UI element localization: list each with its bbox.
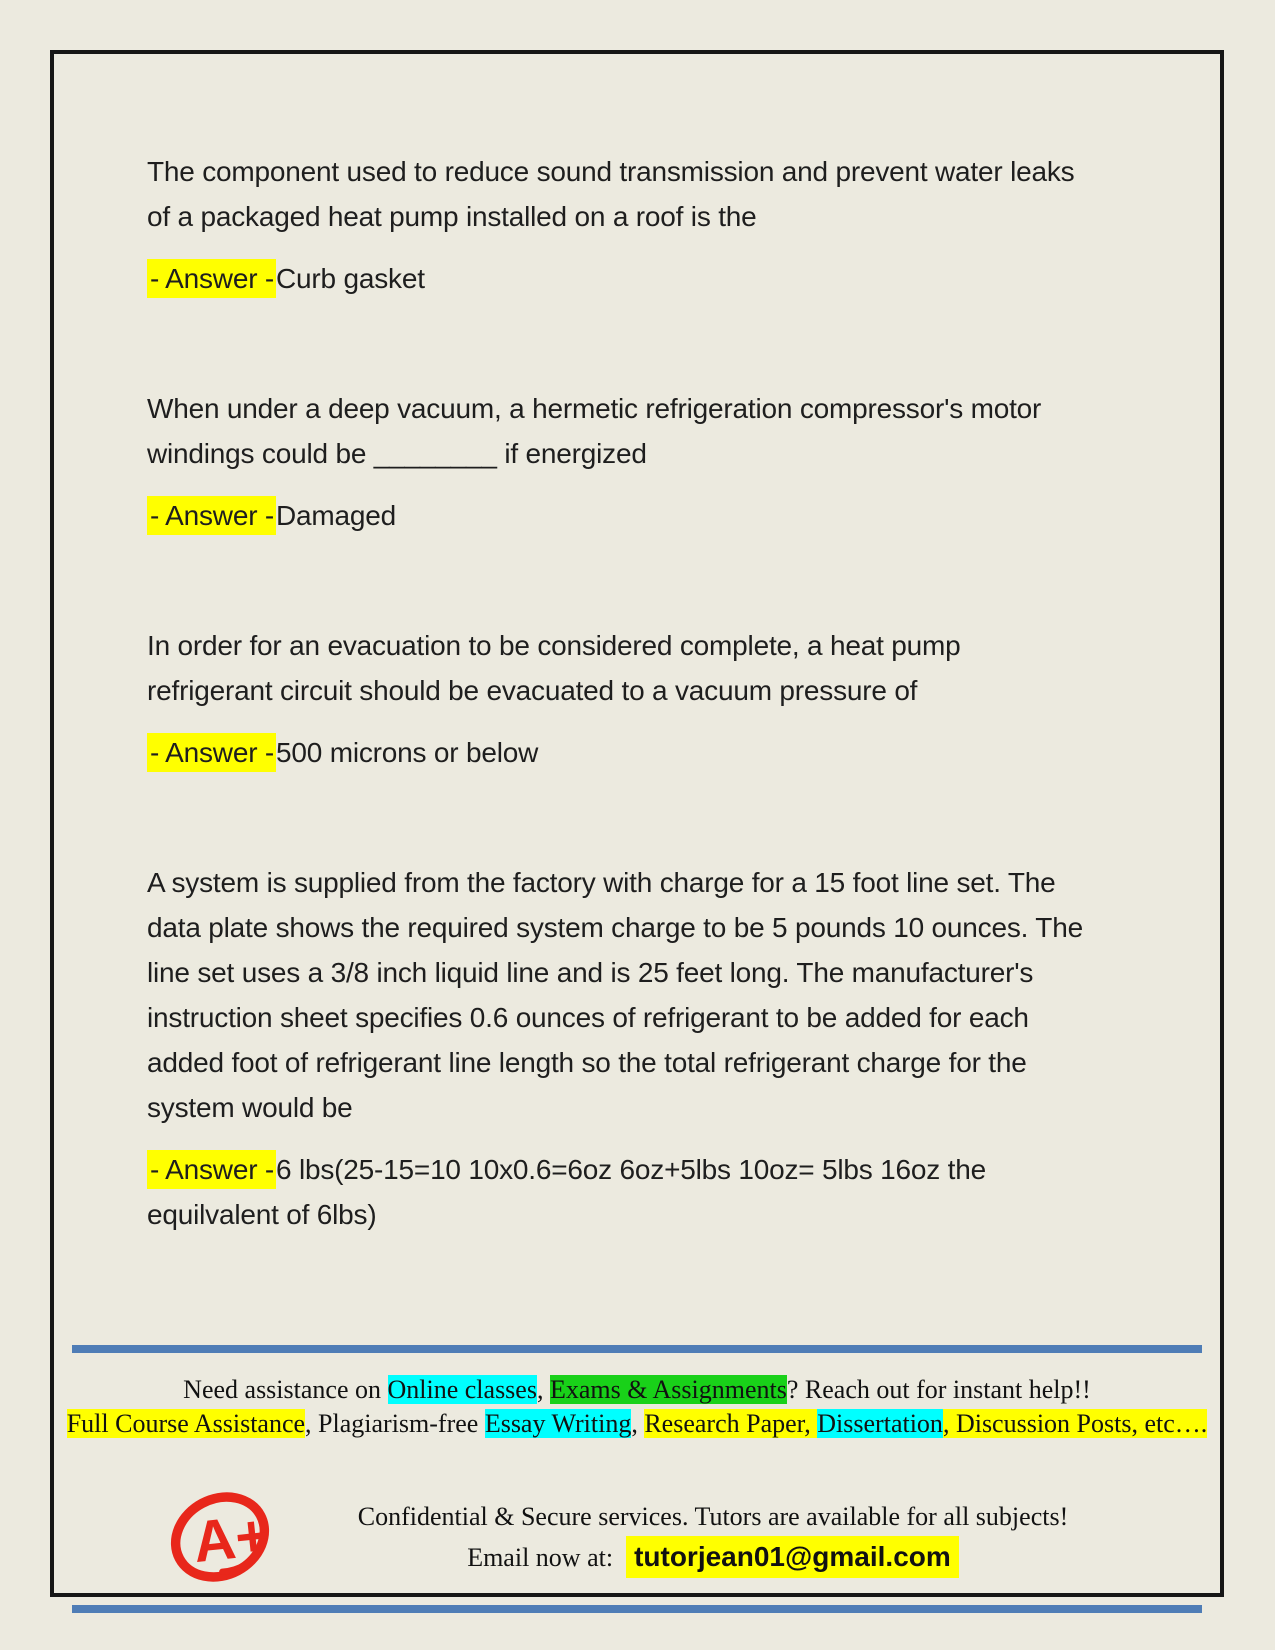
question-text: A system is supplied from the factory with charge for a 15 foot line set. The data plate shows the required system charge to be 5 pounds 10 ounces. The line set uses a 3/8 inch liquid line and is 25 feet long. The manufacturer's instruction sheet specifies 0.6 ounces of refrigerant to be added for each added foot of refrigerant line length so the total refrigerant charge for the system would be [147, 867, 1083, 1123]
footer-contact-text [276, 1500, 1150, 1575]
answer-label-highlight: - Answer - [147, 259, 276, 298]
confidential-line: Confidential & Secure services. Tutors are available for all subjects! [357, 1501, 1069, 1531]
qa-item-1 [147, 149, 1092, 301]
question-text: The component used to reduce sound transmission and prevent water leaks of a packaged heat pump installed on a roof is the [147, 156, 1075, 232]
answer-label-highlight: - Answer - [147, 496, 276, 535]
answer-label-highlight: - Answer - [147, 733, 276, 772]
answer-line [147, 493, 1092, 538]
promo-text [54, 1373, 1220, 1441]
online-classes-highlight: Online classes [387, 1375, 537, 1404]
answer-text: 500 microns or below [276, 737, 539, 768]
question-text: When under a deep vacuum, a hermetic refrigeration compressor's motor windings could be ________ if energized [147, 393, 1042, 469]
logo-a-plus-text: A+ [190, 1502, 273, 1576]
exams-assignments-highlight: Exams & Assignments [549, 1375, 787, 1404]
email-prefix: Email now at: [467, 1542, 614, 1572]
answer-text: Damaged [276, 500, 397, 531]
footer-bottom [54, 1481, 1220, 1593]
full-course-highlight: Full Course Assistance [66, 1409, 306, 1438]
question-text: In order for an evacuation to be considered complete, a heat pump refrigerant circuit should be evacuated to a vacuum pressure of [147, 630, 961, 706]
answer-line [147, 1147, 1092, 1237]
promo-comma: , [631, 1409, 645, 1438]
answer-text: 6 lbs(25-15=10 10x0.6=6oz 6oz+5lbs 10oz= 5lbs 16oz the equilvalent of 6lbs) [147, 1154, 986, 1230]
promo-prefix: Need assistance on [183, 1375, 388, 1404]
promo-suffix: ? Reach out for instant help!! [786, 1375, 1091, 1404]
qa-content [54, 54, 1220, 1237]
qa-item-3 [147, 623, 1092, 775]
promo-line-1 [54, 1373, 1220, 1407]
research-paper-highlight: Research Paper, [644, 1409, 818, 1438]
essay-writing-highlight: Essay Writing [484, 1409, 632, 1438]
page-border-frame [50, 50, 1224, 1597]
a-plus-logo [164, 1481, 276, 1593]
a-plus-logo-icon [164, 1481, 276, 1593]
promo-line-2 [54, 1407, 1220, 1441]
blue-divider-top [72, 1345, 1202, 1353]
discussion-posts-highlight: , Discussion Posts, etc…. [942, 1409, 1208, 1438]
qa-item-4 [147, 860, 1092, 1237]
blue-divider-bottom [72, 1605, 1202, 1613]
qa-item-2 [147, 386, 1092, 538]
plagiarism-free-text: , Plagiarism-free [305, 1409, 485, 1438]
answer-line [147, 730, 1092, 775]
dissertation-highlight: Dissertation [817, 1409, 943, 1438]
answer-line [147, 256, 1092, 301]
email-line [276, 1540, 1150, 1575]
email-address: tutorjean01@gmail.com [626, 1536, 959, 1578]
answer-label-highlight: - Answer - [147, 1150, 276, 1189]
promo-separator: , [536, 1375, 550, 1404]
answer-text: Curb gasket [276, 263, 425, 294]
